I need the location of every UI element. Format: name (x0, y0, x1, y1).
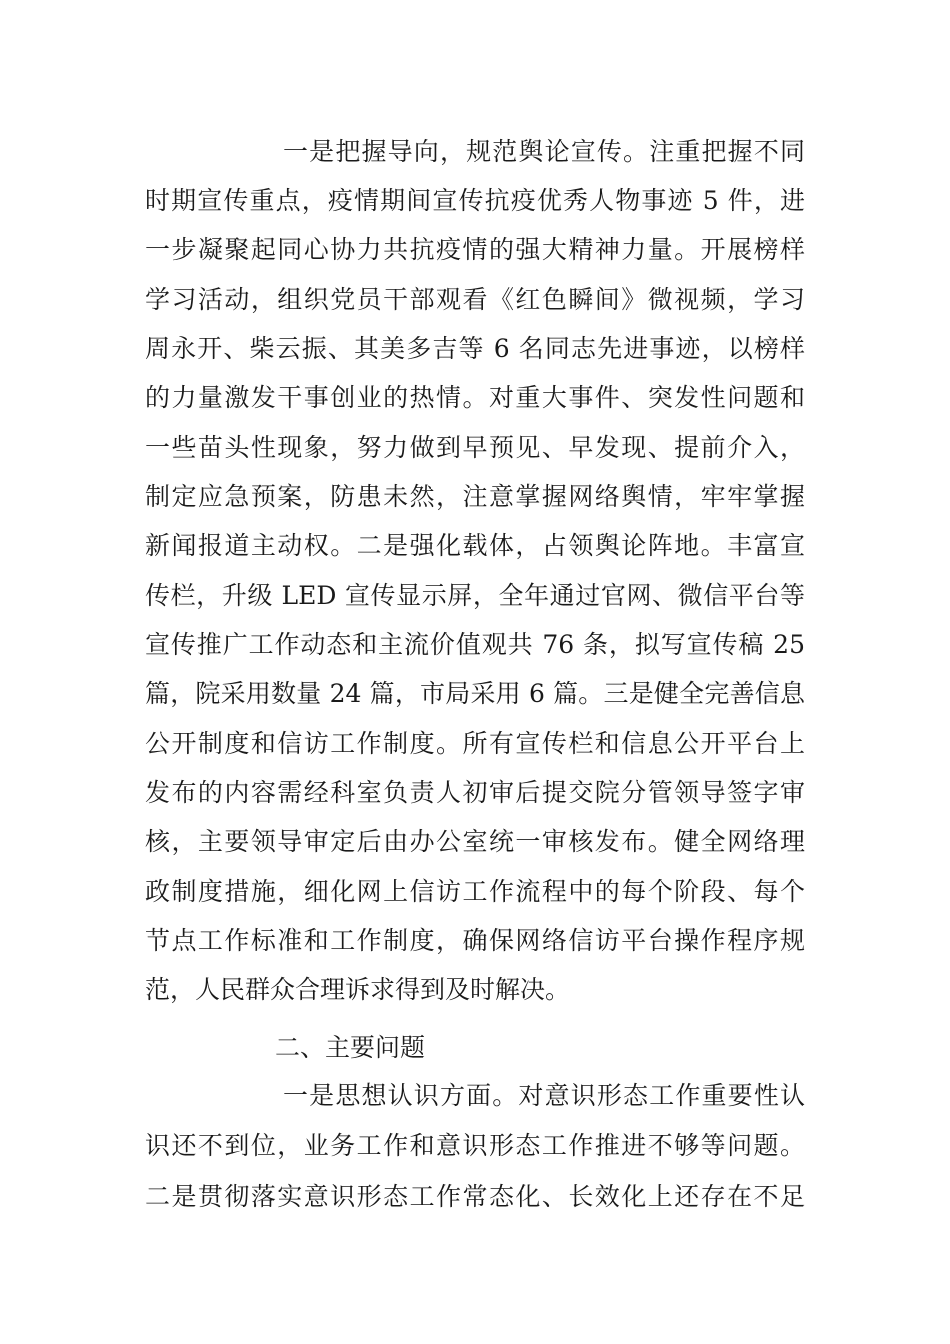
paragraph-1-line-8: 制定应急预案，防患未然，注意掌握网络舆情，牢牢掌握 (145, 482, 805, 511)
section-heading: 二、主要问题 (275, 1033, 426, 1062)
paragraph-1-line-10: 传栏，升级 LED 宣传显示屏，全年通过官网、微信平台等 (145, 581, 805, 610)
paragraph-1-line-12: 篇，院采用数量 24 篇，市局采用 6 篇。三是健全完善信息 (145, 679, 805, 708)
paragraph-1-line-9: 新闻报道主动权。二是强化载体，占领舆论阵地。丰富宣 (145, 531, 805, 560)
paragraph-1-line-6: 的力量激发干事创业的热情。对重大事件、突发性问题和 (145, 383, 805, 412)
paragraph-1-line-17: 节点工作标准和工作制度，确保网络信访平台操作程序规 (145, 926, 805, 955)
paragraph-1-line-4: 学习活动，组织党员干部观看《红色瞬间》微视频，学习 (145, 285, 805, 314)
paragraph-2-line-3: 二是贯彻落实意识形态工作常态化、长效化上还存在不足 (145, 1182, 805, 1211)
paragraph-1-line-13: 公开制度和信访工作制度。所有宣传栏和信息公开平台上 (145, 729, 805, 758)
paragraph-1-line-5: 周永开、柴云振、其美多吉等 6 名同志先进事迹，以榜样 (145, 334, 805, 363)
paragraph-1-line-7: 一些苗头性现象，努力做到早预见、早发现、提前介入， (145, 433, 805, 462)
paragraph-1-line-1: 一是把握导向，规范舆论宣传。注重把握不同 (283, 137, 805, 166)
paragraph-2-line-2: 识还不到位，业务工作和意识形态工作推进不够等问题。 (145, 1131, 805, 1160)
paragraph-1-line-16: 政制度措施，细化网上信访工作流程中的每个阶段、每个 (145, 877, 805, 906)
paragraph-2-line-1: 一是思想认识方面。对意识形态工作重要性认 (283, 1081, 805, 1110)
paragraph-1-line-11: 宣传推广工作动态和主流价值观共 76 条，拟写宣传稿 25 (145, 630, 805, 659)
paragraph-1-line-14: 发布的内容需经科室负责人初审后提交院分管领导签字审 (145, 778, 805, 807)
paragraph-1-line-15: 核，主要领导审定后由办公室统一审核发布。健全网络理 (145, 827, 805, 856)
paragraph-1-line-18: 范，人民群众合理诉求得到及时解决。 (145, 975, 571, 1004)
paragraph-1-line-3: 一步凝聚起同心协力共抗疫情的强大精神力量。开展榜样 (145, 235, 805, 264)
paragraph-1-line-2: 时期宣传重点，疫情期间宣传抗疫优秀人物事迹 5 件，进 (145, 186, 805, 215)
